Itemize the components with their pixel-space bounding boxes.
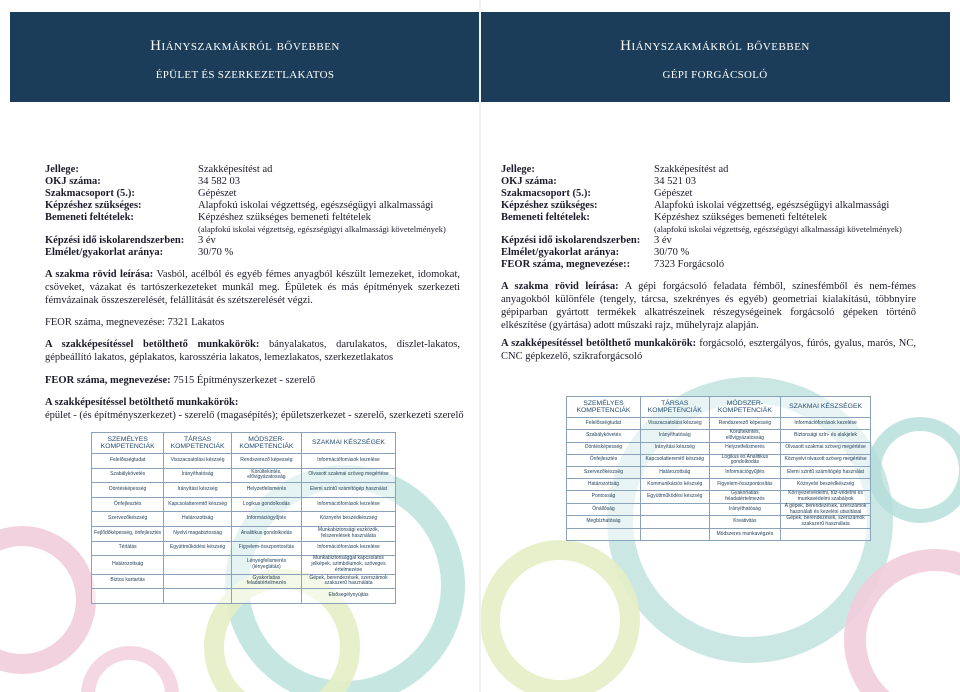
table-cell: Gépek, berendezések, szerszámok szakszerű használata	[302, 574, 396, 589]
table-header-row	[567, 397, 871, 418]
table-row	[92, 497, 396, 512]
table-cell: Gépek, berendezések, szerszámok szakszerű használata	[781, 516, 871, 529]
table-cell: Kapcsolatteremtő készség	[164, 497, 232, 512]
table-cell: Biztos kartartás	[92, 574, 164, 589]
table-row	[567, 467, 871, 479]
table-cell: Körültekintés, elővigyázatosság	[231, 468, 301, 483]
table-cell: Munkabiztonsággal kapcsolatos jelképek, szimbólumok, szöveges értelmezése	[302, 556, 396, 574]
table-cell: Rendszerező képesség	[231, 454, 301, 469]
info-key: Képzéshez szükséges:	[45, 199, 142, 211]
table-cell: Analitikus gondolkodás	[231, 526, 301, 541]
table-cell: Környezetvédelmi, tűz-védelmi és munkavédelmi szabályok	[781, 491, 871, 504]
table-cell: Pontosság	[567, 491, 641, 504]
ring-pink-small	[88, 653, 172, 692]
table-cell: Biztonsági szín- és alakjelek	[781, 430, 871, 443]
table-row	[92, 526, 396, 541]
table-cell: Információforrások kezelése	[302, 541, 396, 556]
ring-lime	[490, 550, 630, 690]
info-row	[45, 212, 465, 224]
page-header-subtitle: ÉPÜLET ÉS SZERKEZETLAKATOS	[155, 69, 335, 81]
info-key: FEOR száma, megnevezése::	[501, 259, 631, 271]
column-header: TÁRSAS KOMPETENCIÁK	[164, 433, 232, 454]
table-cell: Irányítási készség	[640, 442, 709, 454]
table-cell	[164, 589, 232, 604]
table-cell: Lényegfelismerés (lényeglátás)	[231, 556, 301, 574]
table-cell: Információgyűjtés	[709, 467, 781, 479]
table-cell: Irányíthatóság	[164, 468, 232, 483]
info-row	[501, 212, 921, 224]
table-cell: Irányíthatóság	[709, 503, 781, 516]
info-row	[501, 247, 921, 259]
table-cell: Önfejlesztés	[567, 454, 641, 467]
info-value: Képzéshez szükséges bemeneti feltételek	[198, 211, 371, 223]
table-row	[567, 491, 871, 504]
right-page	[480, 0, 960, 692]
table-row	[92, 454, 396, 469]
table-row	[92, 468, 396, 483]
table-row	[567, 516, 871, 529]
table-cell: Önfejlesztés	[92, 497, 164, 512]
info-value: Képzéshez szükséges bemeneti feltételek	[654, 211, 827, 223]
info-key: Jellege:	[45, 164, 79, 175]
feor-text: 7515 Építményszerkezet - szerelő	[170, 375, 316, 386]
profession-info	[501, 164, 921, 271]
table-row	[567, 454, 871, 467]
info-key: OKJ száma:	[501, 175, 557, 187]
table-cell: Köznyelvi olvasott szöveg megértése	[781, 454, 871, 467]
page-header-title: Hiányszakmákról bővebben	[150, 38, 340, 54]
table-cell	[567, 528, 641, 540]
info-value: Szakképesítést ad	[654, 164, 729, 175]
column-header: SZEMÉLYES KOMPETENCIÁK	[567, 397, 641, 418]
info-value: Gépészet	[654, 187, 693, 199]
table-row	[92, 483, 396, 498]
table-cell: Megbízhatóság	[567, 516, 641, 529]
table-cell: Visszacsatolási készség	[640, 418, 709, 430]
info-row	[501, 259, 921, 271]
table-cell: Határozottság	[640, 467, 709, 479]
table-cell: Gyakorlatias feladatértelmezés	[709, 491, 781, 504]
info-key: Jellege:	[501, 164, 535, 175]
table-cell: Szabálykövetés	[567, 430, 641, 443]
table-cell: Felelősségtudat	[567, 418, 641, 430]
table-cell: Önállóság	[567, 503, 641, 516]
info-key	[45, 224, 198, 236]
table-cell	[164, 556, 232, 574]
jobs-label: A szakképesítéssel betölthető munkakörök:	[45, 339, 260, 350]
table-cell: Kapcsolatteremtő készség	[640, 454, 709, 467]
table-row	[92, 541, 396, 556]
table-row	[92, 589, 396, 604]
table-cell: Együttműködési készség	[640, 491, 709, 504]
profession-description	[501, 280, 916, 332]
info-value: 30/70 %	[654, 247, 690, 259]
table-cell	[164, 574, 232, 589]
info-key: Képzési idő iskolarendszerben:	[501, 235, 641, 247]
table-cell: Felelősségtudat	[92, 454, 164, 469]
info-key	[501, 224, 654, 236]
column-header: SZAKMAI KÉSZSÉGEK	[781, 397, 871, 418]
page-header-title: Hiányszakmákról bővebben	[620, 38, 810, 54]
feor-line: FEOR száma, megnevezése: 7321 Lakatos	[45, 317, 225, 328]
table-cell: Információforrások kezelése	[781, 418, 871, 430]
table-cell: Fejlődőképesség, önfejlesztés	[92, 526, 164, 541]
table-cell: Figyelem-összpontosítás	[709, 479, 781, 491]
table-cell: Nyelvi magabiztosság	[164, 526, 232, 541]
description-text: A gépi forgácsoló feladata fémből, színesfémből és nem-fémes anyagokból különféle (tengely, tárcsa, szekrényes és egyéb) geometriai kialakítású, többnyire gépiparban gyártott termékek alkatrészeinek részegységeinek forgácsoló gépeken történő elkészítése (gyártása) adott műszaki rajz, műhelyrajz alapján.	[501, 281, 916, 331]
page-header-banner	[10, 12, 480, 102]
ring-pink	[855, 560, 960, 692]
page-header-subtitle: GÉPI FORGÁCSOLÓ	[662, 69, 768, 81]
table-cell	[781, 528, 871, 540]
table-row	[567, 528, 871, 540]
table-cell: Döntésképesség	[567, 442, 641, 454]
table-cell: Kommunikációs készség	[640, 479, 709, 491]
info-value: Alapfokú iskolai végzettség, egészségügyi alkalmassági	[198, 199, 434, 211]
table-cell: Szabálykövetés	[92, 468, 164, 483]
info-key: Szakmacsoport (5.):	[45, 187, 135, 199]
table-cell: Irányítási készség	[164, 483, 232, 498]
table-cell: A gépek, berendezések, szerszámok használati és kezelési utasításai	[781, 503, 871, 516]
info-key: Bemeneti feltételek:	[45, 211, 134, 223]
page-header-banner	[480, 12, 950, 102]
table-cell: Helyzetfelismerés	[231, 483, 301, 498]
table-row	[567, 479, 871, 491]
table-header-row	[92, 433, 396, 454]
table-cell: Visszacsatolási készség	[164, 454, 232, 469]
info-key: Szakmacsoport (5.):	[501, 187, 591, 199]
table-cell: Kreativitás	[709, 516, 781, 529]
table-cell: Szervezőkészség	[567, 467, 641, 479]
table-row	[92, 574, 396, 589]
table-cell	[640, 503, 709, 516]
table-cell: Figyelem-összpontosítás	[231, 541, 301, 556]
table-cell	[640, 516, 709, 529]
table-cell: Határozottság	[567, 479, 641, 491]
info-value: 3 év	[654, 235, 672, 247]
feor-label: FEOR száma, megnevezése:	[45, 375, 171, 386]
table-cell	[231, 589, 301, 604]
info-row	[501, 200, 921, 212]
info-row	[501, 176, 921, 188]
column-header: TÁRSAS KOMPETENCIÁK	[640, 397, 709, 418]
info-value: Alapfokú iskolai végzettség, egészségügyi alkalmassági	[654, 199, 890, 211]
info-row	[45, 200, 465, 212]
table-cell	[92, 589, 164, 604]
jobs-paragraph	[45, 338, 460, 364]
info-key: Elmélet/gyakorlat aránya:	[501, 247, 620, 259]
info-value: (alapfokú iskolai végzettség, egészségügyi alkalmassági követelmények)	[654, 223, 902, 234]
info-row	[45, 176, 465, 188]
jobs-label: A szakképesítéssel betölthető munkakörök:	[45, 397, 239, 408]
column-header: SZAKMAI KÉSZSÉGEK	[302, 433, 396, 454]
table-cell: Elemi szintű számítógép használat	[781, 467, 871, 479]
table-cell: Együttműködési készség	[164, 541, 232, 556]
page-gutter	[479, 0, 481, 692]
info-value: 7323 Forgácsoló	[654, 259, 725, 271]
jobs-text: forgácsoló, esztergályos, fúrós, gyalus, marós, NC, CNC gépkezelő, szikraforgácsoló	[501, 338, 916, 362]
table-cell: Munkabiztonsági eszközök, felszerelések használata	[302, 526, 396, 541]
profession-description	[45, 268, 460, 307]
info-value: Szakképesítést ad	[198, 164, 273, 175]
jobs-text: bányalakatos, darulakatos, díszlet-lakatos, gépbeállító lakatos, géplakatos, karosszéria lakatos, lemezlakatos, szerkezetlakatos	[45, 339, 460, 363]
info-key: Képzési idő iskolarendszerben:	[45, 235, 185, 247]
info-key: OKJ száma:	[45, 175, 101, 187]
description-text: Vasból, acélból és egyéb fémes anyagból készült lemezeket, idomokat, csöveket, vázakat és tartószerkezeteket munkál meg. Épületek és más építmények szerkezeti fémvázainak összeszerelését, felállítását és szétszerelését végzi.	[45, 269, 460, 306]
table-cell: Irányíthatóság	[640, 430, 709, 443]
info-value: Gépészet	[198, 187, 237, 199]
column-header: MÓDSZER-KOMPETENCIÁK	[709, 397, 781, 418]
info-row	[45, 224, 465, 236]
table-cell: Gyakorlatias feladatértelmezés	[231, 574, 301, 589]
table-cell: Térlátás	[92, 541, 164, 556]
ring-teal-small	[874, 424, 960, 516]
table-cell: Körültekintés, elővigyázatosság	[709, 430, 781, 443]
jobs-paragraph-2	[45, 396, 470, 422]
table-row	[567, 430, 871, 443]
table-cell: Információforrások kezelése	[302, 497, 396, 512]
table-row	[567, 503, 871, 516]
jobs-text: épület - (és építményszerkezet) - szerelő (magasépítés); épületszerkezet - szerelő, szerkezeti szerelő	[45, 410, 464, 421]
table-cell: Olvasott szakmai szöveg megértése	[302, 468, 396, 483]
feor-line-2	[45, 374, 460, 387]
info-row	[45, 235, 465, 247]
table-cell: Információgyűjtés	[231, 512, 301, 527]
table-cell: Határozottság	[164, 512, 232, 527]
description-label: A szakma rövid leírása:	[501, 281, 619, 292]
profession-info	[45, 164, 465, 259]
column-header: SZEMÉLYES KOMPETENCIÁK	[92, 433, 164, 454]
jobs-paragraph	[501, 337, 916, 363]
info-row	[45, 164, 465, 176]
info-key: Képzéshez szükséges:	[501, 199, 598, 211]
table-cell: Szervezőkészség	[92, 512, 164, 527]
info-row	[501, 188, 921, 200]
ring-pink	[0, 536, 86, 664]
table-cell: Rendszerező képesség	[709, 418, 781, 430]
table-cell: Köznyelvi beszédkészség	[781, 479, 871, 491]
info-key: Elmélet/gyakorlat aránya:	[45, 247, 164, 259]
info-value: 3 év	[198, 235, 216, 247]
table-cell: Logikus és Analitikus gondolkodás	[709, 454, 781, 467]
info-key: Bemeneti feltételek:	[501, 211, 590, 223]
table-cell: Helyzetfelismerés	[709, 442, 781, 454]
table-cell: Logikus gondolkodás	[231, 497, 301, 512]
competency-table	[91, 432, 396, 604]
info-value: 30/70 %	[198, 247, 234, 259]
info-row	[45, 247, 465, 259]
info-value: 34 521 03	[654, 175, 696, 187]
table-cell: Határozottság	[92, 556, 164, 574]
table-row	[92, 556, 396, 574]
table-cell	[640, 528, 709, 540]
table-cell: Elemi szintű számítógép használat	[302, 483, 396, 498]
table-row	[567, 418, 871, 430]
description-label: A szakma rövid leírása:	[45, 269, 154, 280]
info-value: 34 582 03	[198, 175, 240, 187]
column-header: MÓDSZER-KOMPETENCIÁK	[231, 433, 301, 454]
table-cell: Elsősegélynyújtás	[302, 589, 396, 604]
table-cell: Döntésképesség	[92, 483, 164, 498]
info-row	[501, 235, 921, 247]
info-row	[501, 164, 921, 176]
info-row	[45, 188, 465, 200]
table-cell: Köznyelvi beszédkészség	[302, 512, 396, 527]
info-value: (alapfokú iskolai végzettség, egészségügyi alkalmassági követelmények)	[198, 223, 446, 234]
competency-table	[566, 396, 871, 541]
table-cell: Módszeres munkavégzés	[709, 528, 781, 540]
info-row	[501, 224, 921, 236]
jobs-label: A szakképesítéssel betölthető munkakörök:	[501, 338, 697, 349]
table-cell: Információforrások kezelése	[302, 454, 396, 469]
table-row	[92, 512, 396, 527]
table-row	[567, 442, 871, 454]
table-cell: Olvasott szakmai szöveg megértése	[781, 442, 871, 454]
